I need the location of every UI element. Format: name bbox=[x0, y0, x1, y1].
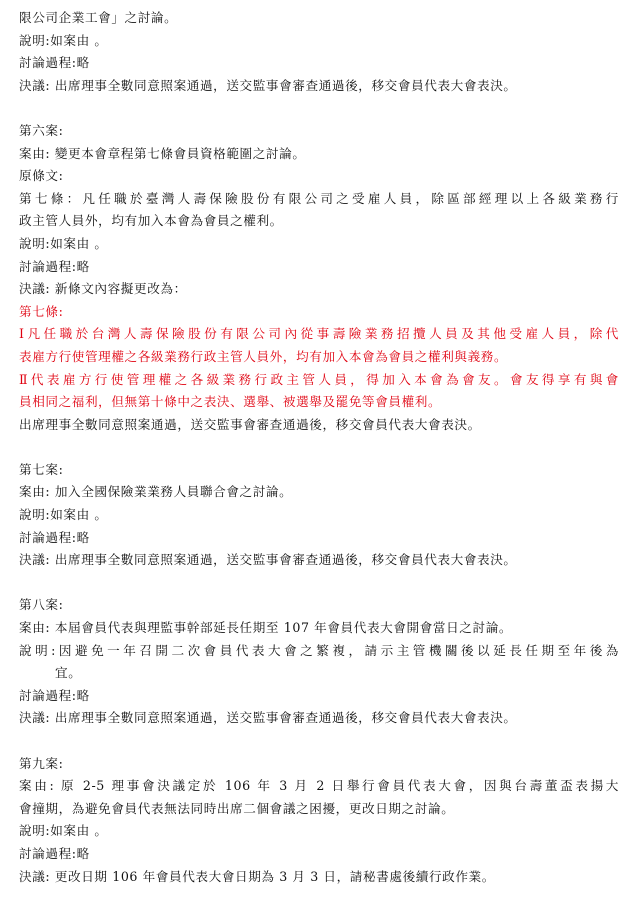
case-7 bbox=[19, 459, 619, 572]
case-process: 討論過程:略 bbox=[19, 529, 90, 545]
case-resolution: 決議: 新條文內容擬更改為： bbox=[19, 281, 187, 297]
previous-case-tail bbox=[19, 7, 619, 97]
case-heading: 第七案: bbox=[19, 461, 64, 477]
case-resolution: 決議: 出席理事全數同意照案通過，送交監事會審查通過後，移交會員代表大會表決。 bbox=[19, 77, 517, 93]
case-note: 說明:如案由 。 bbox=[19, 507, 108, 523]
case-resolution: 決議: 出席理事全數同意照案通過，送交監事會審查通過後，移交會員代表大會表決。 bbox=[19, 552, 517, 568]
case-reason: 案由: 變更本會章程第七條會員資格範圍之討論。 bbox=[19, 145, 306, 161]
original-article-line: 政主管人員外，均有加入本會為會員之權利。 bbox=[19, 213, 283, 229]
case-heading: 第八案: bbox=[19, 597, 64, 613]
case-note: 說明:如案由 。 bbox=[19, 823, 108, 839]
new-article-line: Ⅰ凡任職於台灣人壽保險股份有限公司內從事壽險業務招攬人員及其他受雇人員，除代 bbox=[19, 326, 619, 342]
spacer bbox=[19, 572, 619, 595]
case-text-line: 限公司企業工會」之討論。 bbox=[19, 10, 178, 25]
spacer bbox=[19, 730, 619, 753]
case-reason-continuation: 會撞期，為避免會員代表無法同時出席二個會議之困擾，更改日期之討論。 bbox=[19, 800, 455, 816]
spacer bbox=[19, 436, 619, 459]
case-note-continuation: 宜。 bbox=[55, 665, 82, 681]
case-process: 討論過程:略 bbox=[19, 258, 90, 274]
case-reason: 案由: 本屆會員代表與理監事幹部延長任期至 107 年會員代表大會開會當日之討論。 bbox=[19, 620, 513, 636]
case-reason: 案由: 加入全國保險業業務人員聯合會之討論。 bbox=[19, 484, 293, 500]
case-note: 說明:如案由 。 bbox=[19, 32, 108, 48]
case-final-resolution: 出席理事全數同意照案通過，送交監事會審查通過後，移交會員代表大會表決。 bbox=[19, 416, 481, 432]
case-9 bbox=[19, 753, 619, 889]
new-article-line: 表雇方行使管理權之各級業務行政主管人員外，均有加入本會為會員之權利與義務。 bbox=[19, 348, 508, 364]
case-resolution: 決議: 出席理事全數同意照案通過，送交監事會審查通過後，移交會員代表大會表決。 bbox=[19, 710, 517, 726]
case-resolution: 決議: 更改日期 106 年會員代表大會日期為 3 月 3 日，請秘書處後續行政作業。 bbox=[19, 868, 495, 884]
new-article-line: Ⅱ代表雇方行使管理權之各級業務行政主管人員，得加入本會為會友。會友得享有與會 bbox=[19, 371, 619, 387]
new-article-line: 員相同之福利，但無第十條中之表決、選舉、被選舉及罷免等會員權利。 bbox=[19, 394, 442, 410]
document-page bbox=[19, 7, 619, 888]
case-8 bbox=[19, 594, 619, 730]
new-article-heading: 第七條: bbox=[19, 303, 64, 319]
case-6 bbox=[19, 120, 619, 436]
case-note: 說明:如案由 。 bbox=[19, 235, 108, 251]
case-reason: 案由: 原 2-5 理事會決議定於 106 年 3 月 2 日舉行會員代表大會，因與台壽董盃表揚大 bbox=[19, 778, 619, 794]
case-process: 討論過程:略 bbox=[19, 845, 90, 861]
spacer bbox=[19, 97, 619, 120]
case-note: 說明:因避免一年召開二次會員代表大會之繁複，請示主管機關後以延長任期至年後為 bbox=[19, 642, 619, 658]
case-process: 討論過程:略 bbox=[19, 687, 90, 703]
case-heading: 第九案: bbox=[19, 755, 64, 771]
original-article-label: 原條文: bbox=[19, 168, 64, 184]
original-article-line: 第七條：凡任職於臺灣人壽保險股份有限公司之受雇人員，除區部經理以上各級業務行 bbox=[19, 190, 619, 206]
case-process: 討論過程:略 bbox=[19, 55, 90, 71]
case-heading: 第六案: bbox=[19, 122, 64, 138]
